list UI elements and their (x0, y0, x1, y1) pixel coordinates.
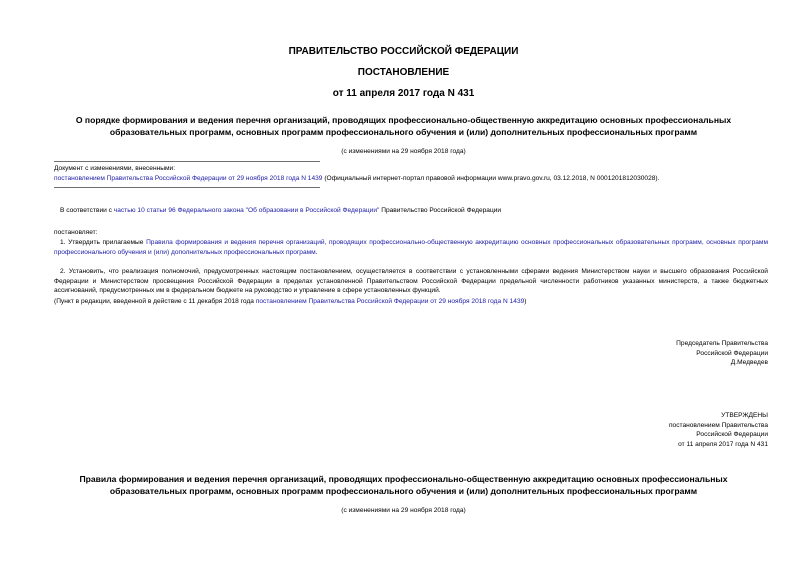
preamble-suffix: Правительство Российской Федерации (379, 207, 502, 214)
rules-title (0, 473, 807, 497)
item-1-prefix: 1. Утвердить прилагаемые (60, 239, 147, 246)
amendments-entry (54, 174, 774, 184)
rules-link[interactable]: Правила формирования и ведения перечня организаций, проводящих профессионально-общественную аккредитацию основных профессиональных образовательных программ, основных программ профессионального обучения и (или) дополнительных профессиональных программ (54, 239, 768, 256)
document-title (0, 114, 807, 138)
signature-country: Российской Федерации (696, 349, 768, 357)
preamble-prefix: В соответствии с (60, 207, 114, 214)
approval-date: от 11 апреля 2017 года N 431 (678, 440, 768, 448)
approval-country: Российской Федерации (696, 431, 768, 439)
government-heading: ПРАВИТЕЛЬСТВО РОССИЙСКОЙ ФЕДЕРАЦИИ (288, 46, 519, 57)
approval-heading: УТВЕРЖДЕНЫ (721, 412, 768, 419)
document-date: от 11 апреля 2017 года N 431 (332, 88, 475, 99)
document-type: ПОСТАНОВЛЕНИЕ (357, 67, 450, 78)
resolves-label: постановляет: (54, 229, 98, 236)
item-2-note-link[interactable]: постановлением Правительства Российской Федерации от 29 ноября 2018 года N 1439 (255, 298, 525, 305)
signature-block (500, 339, 768, 368)
signature-position: Председатель Правительства (676, 340, 768, 347)
signature-name: Д.Медведев (730, 359, 768, 367)
item-2: 2. Установить, что реализация полномочий, предусмотренных настоящим постановлением, осуществляется в соответствии с установленными сферами ведения Министерством науки и высшего образования Российской Федерации и Министерством просвещения Российской Федерации в пределах установленной Правительством Российской Федерации предельной численности работников указанных министерств, а также бюджетных ассигнований, предусмотренных им в федеральном бюджете на руководство и управление в сфере установленных функций. (54, 268, 768, 295)
item-2-note-prefix: (Пункт в редакции, введенной в действие с 11 декабря 2018 года (54, 298, 256, 305)
federal-law-link[interactable]: частью 10 статьи 96 Федерального закона "Об образовании в Российской Федерации" (113, 207, 380, 214)
amendment-source: (Официальный интернет-портал правовой информации www.pravo.gov.ru, 03.12.2018, N 0001201812030028). (322, 174, 660, 182)
amendments-top-rule (54, 161, 320, 162)
item-1 (54, 238, 768, 257)
preamble (60, 206, 770, 216)
item-2-note-suffix: ) (524, 298, 527, 305)
amendment-link[interactable]: постановлением Правительства Российской Федерации от 29 ноября 2018 года N 1439 (54, 174, 323, 182)
amendments-block (54, 164, 774, 183)
item-1-suffix: . (315, 248, 318, 256)
item-2-note (54, 297, 768, 307)
amendments-heading: Документ с изменениями, внесенными: (54, 165, 176, 172)
document-title-line-2: образовательных программ, основных программ профессионального обучения и (или) дополнительных профессиональных программ (109, 127, 698, 137)
rules-title-line-2: образовательных программ, основных программ профессионального обучения и (или) дополнительных профессиональных программ (109, 486, 698, 496)
document-title-line-1: О порядке формирования и ведения перечня организаций, проводящих профессионально-общественную аккредитацию основных профессиональных (75, 115, 732, 125)
rules-changes-note: (с изменениями на 29 ноября 2018 года) (341, 507, 466, 514)
changes-note: (с изменениями на 29 ноября 2018 года) (341, 148, 466, 155)
rules-title-line-1: Правила формирования и ведения перечня организаций, проводящих профессионально-общественную аккредитацию основных профессиональных (79, 474, 728, 484)
approval-block (500, 411, 768, 449)
approval-by: постановлением Правительства (668, 421, 768, 429)
amendments-bottom-rule (54, 187, 320, 188)
